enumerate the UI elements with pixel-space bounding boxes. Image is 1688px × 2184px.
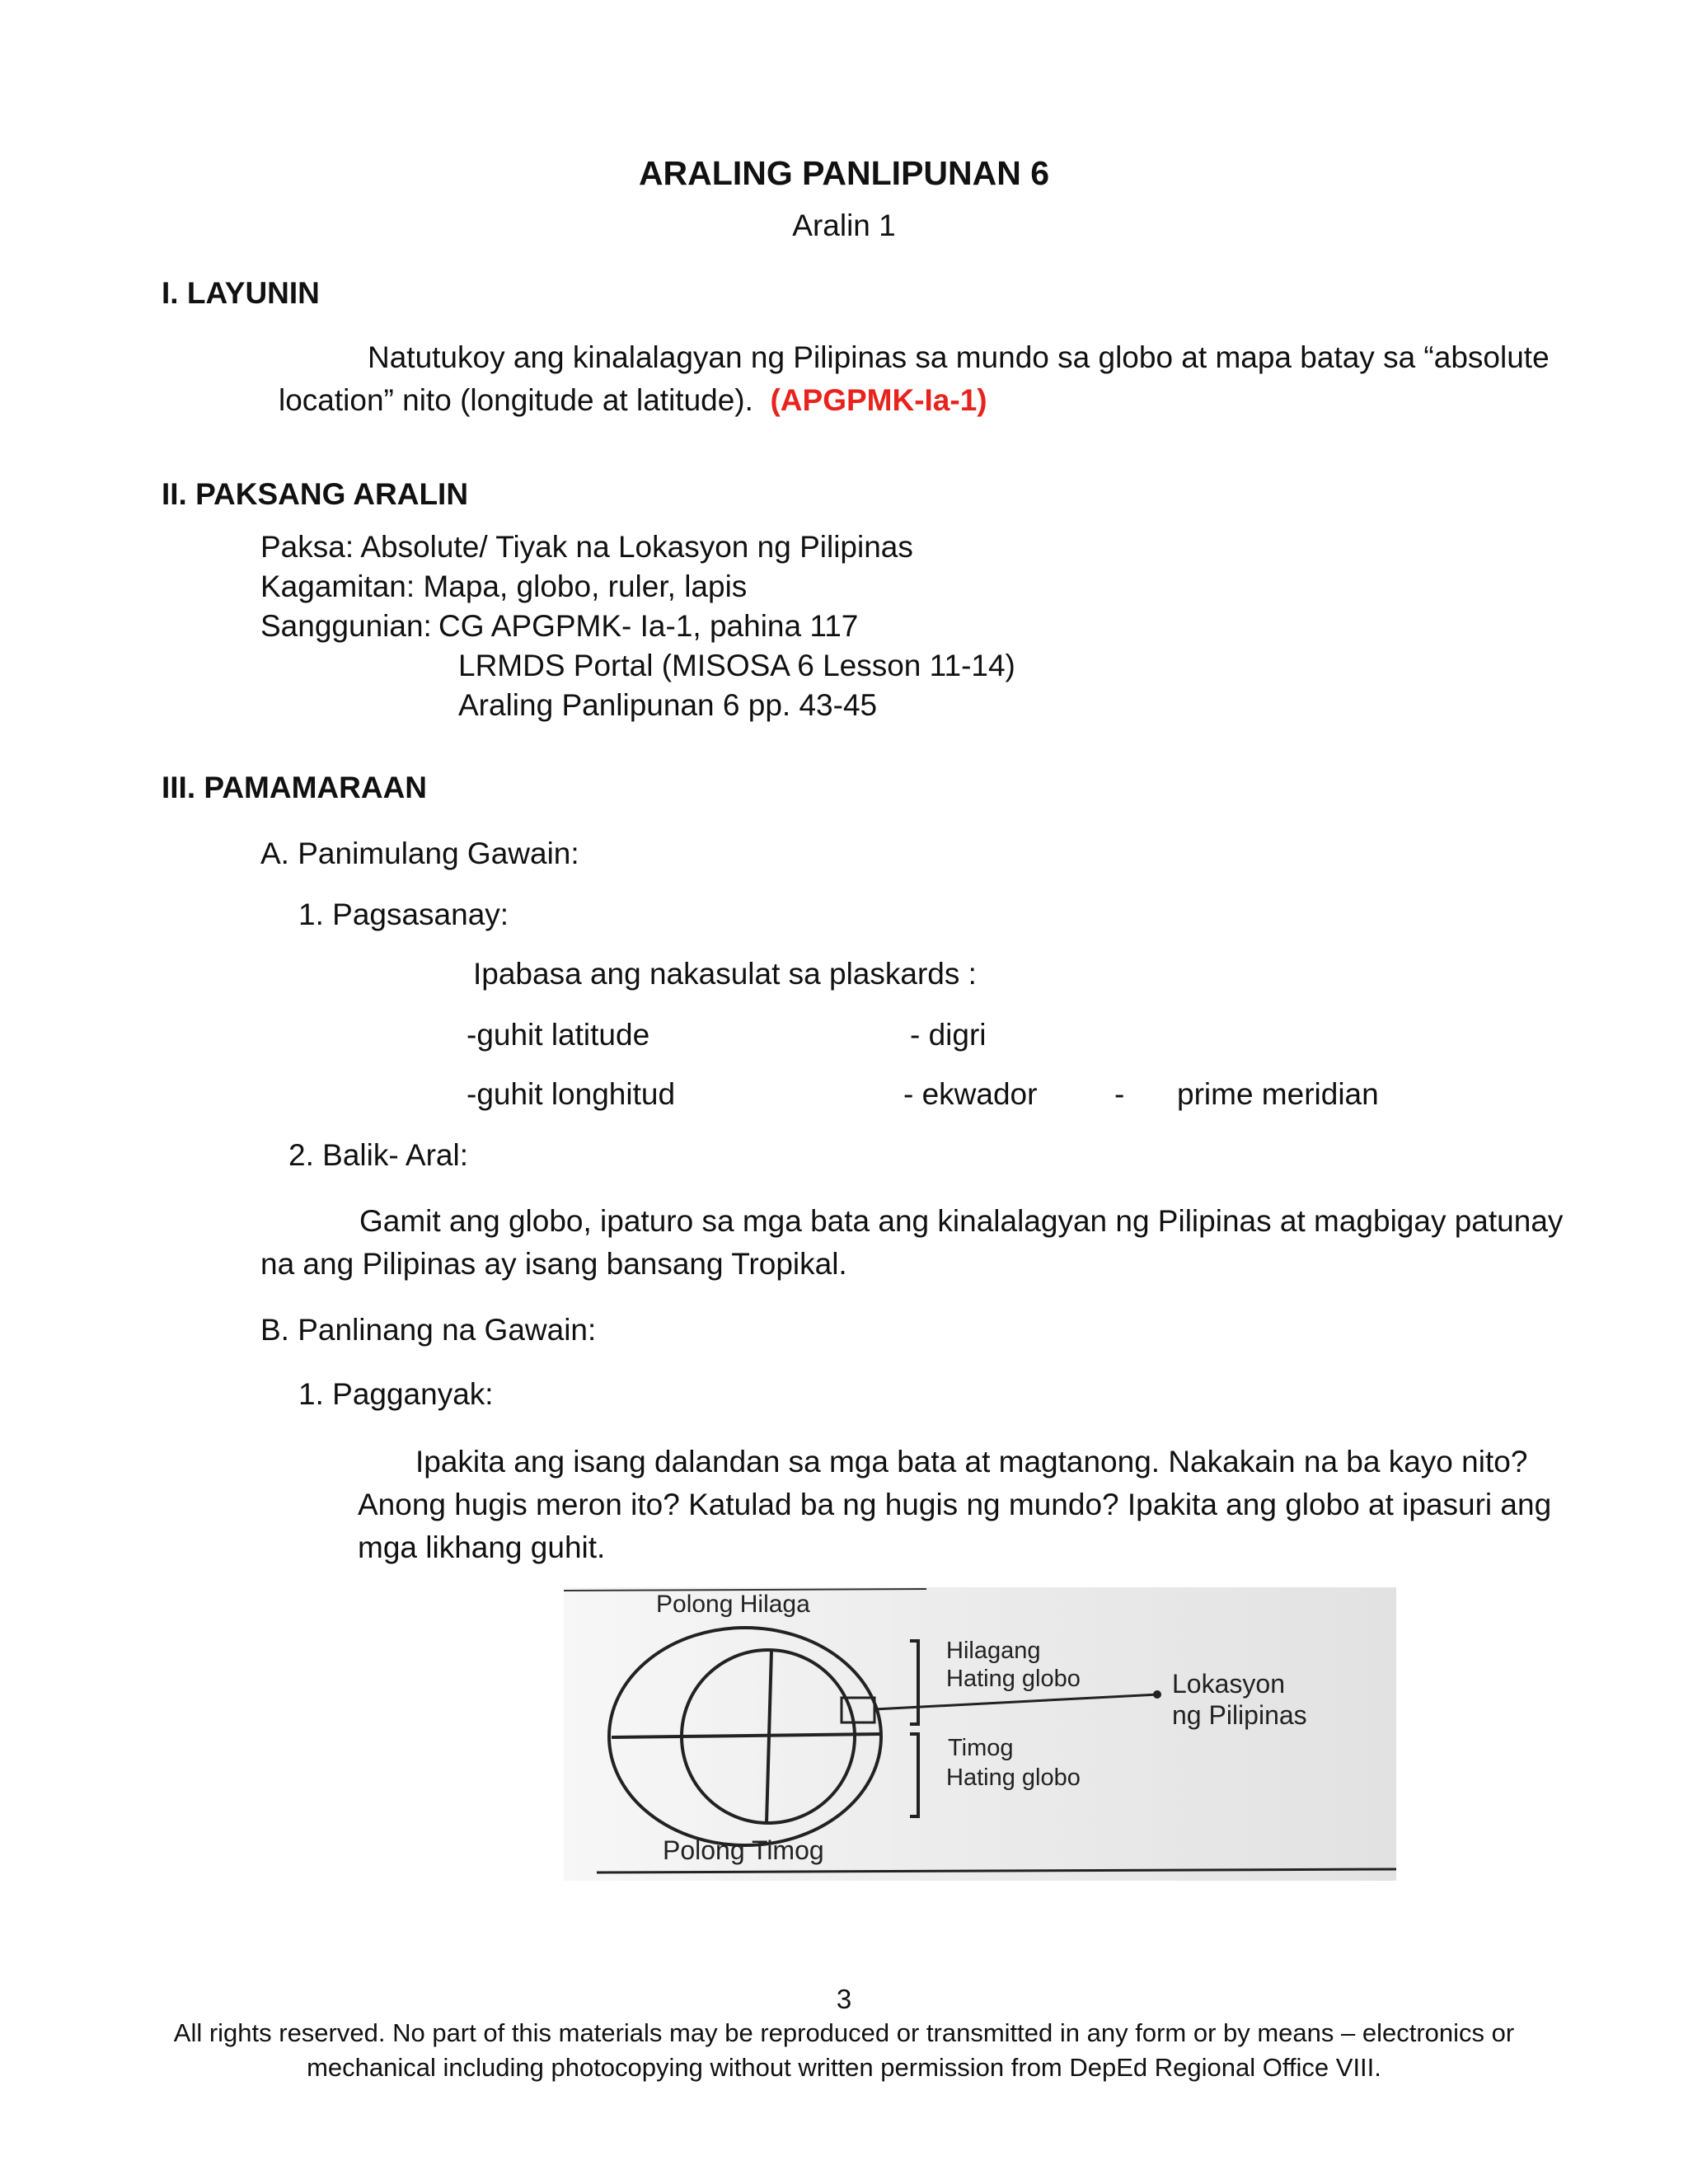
section-heading-paksang-aralin: II. PAKSANG ARALIN xyxy=(162,477,469,511)
plaskards-instruction: Ipabasa ang nakasulat sa plaskards : xyxy=(473,957,977,991)
sanggunian-item: LRMDS Portal (MISOSA 6 Lesson 11-14) xyxy=(458,649,1015,682)
balik-aral-line-1: Gamit ang globo, ipaturo sa mga bata ang kinalalagyan ng Pilipinas at magbigay patunay xyxy=(359,1204,1564,1238)
globe-diagram-svg xyxy=(564,1587,1396,1881)
sanggunian-item: CG APGPMK- Ia-1, pahina 117 xyxy=(438,609,859,643)
panlinang-gawain-label: B. Panlinang na Gawain: xyxy=(260,1313,597,1347)
north-hemisphere-label: Hilagang xyxy=(946,1638,1041,1664)
north-hemisphere-bracket xyxy=(910,1641,918,1724)
pagganyak-line-3: mga likhang guhit. xyxy=(358,1530,606,1564)
pagganyak-label: 1. Pagganyak: xyxy=(298,1377,494,1411)
south-hemisphere-label: Timog xyxy=(948,1735,1014,1761)
equator-line xyxy=(612,1734,882,1737)
rights-notice-line-2: mechanical including photocopying without written permission from DepEd Regional Office VIII. xyxy=(307,2053,1381,2082)
pagsasanay-label: 1. Pagsasanay: xyxy=(298,898,509,931)
section-heading-layunin: I. LAYUNIN xyxy=(162,276,320,310)
panimulang-gawain-label: A. Panimulang Gawain: xyxy=(260,837,579,870)
south-hemisphere-bracket xyxy=(910,1734,918,1816)
layunin-line-2-text: location” nito (longitude at latitude). xyxy=(279,383,753,417)
north-hemisphere-label: Hating globo xyxy=(946,1666,1081,1692)
rights-notice-line-1: All rights reserved. No part of this materials may be reproduced or transmitted in any form or by means – electronics or xyxy=(173,2018,1515,2047)
philippines-location-label: ng Pilipinas xyxy=(1172,1700,1307,1730)
south-hemisphere-label: Hating globo xyxy=(946,1765,1081,1791)
sanggunian-item: Araling Panlipunan 6 pp. 43-45 xyxy=(458,688,878,722)
sanggunian-label: Sanggunian: xyxy=(260,609,432,643)
globe-diagram xyxy=(564,1587,1396,1881)
north-pole-label: Polong Hilaga xyxy=(656,1591,810,1618)
flashcard-dash: - xyxy=(1114,1077,1125,1111)
philippines-location-label: Lokasyon xyxy=(1172,1669,1285,1699)
balik-aral-label: 2. Balik- Aral: xyxy=(288,1138,468,1172)
competency-code: (APGPMK-Ia-1) xyxy=(770,383,987,417)
layunin-line-1: Natutukoy ang kinalalagyan ng Pilipinas sa mundo sa globo at mapa batay sa “absolute xyxy=(368,340,1550,374)
flashcard-word: prime meridian xyxy=(1177,1077,1379,1111)
flashcard-word: - ekwador xyxy=(903,1077,1038,1111)
location-pointer-dot xyxy=(1153,1690,1161,1699)
bottom-rule xyxy=(597,1869,1396,1872)
balik-aral-line-2: na ang Pilipinas ay isang bansang Tropikal. xyxy=(260,1247,847,1281)
south-pole-label: Polong Timog xyxy=(663,1835,824,1865)
page-number: 3 xyxy=(836,1984,852,2014)
flashcard-word: -guhit latitude xyxy=(467,1018,650,1052)
section-heading-pamamaraan: III. PAMAMARAAN xyxy=(162,771,428,804)
paksa-line: Paksa: Absolute/ Tiyak na Lokasyon ng Pilipinas xyxy=(260,530,913,564)
flashcard-word: - digri xyxy=(910,1018,987,1052)
kagamitan-line: Kagamitan: Mapa, globo, ruler, lapis xyxy=(260,569,748,603)
pagganyak-line-1: Ipakita ang isang dalandan sa mga bata at magtanong. Nakakain na ba kayo nito? xyxy=(415,1445,1528,1479)
document-title: ARALING PANLIPUNAN 6 xyxy=(638,154,1050,192)
flashcard-word: -guhit longhitud xyxy=(467,1077,676,1111)
document-subtitle: Aralin 1 xyxy=(792,209,896,242)
layunin-line-2 xyxy=(279,382,987,419)
pagganyak-line-2: Anong hugis meron ito? Katulad ba ng hugis ng mundo? Ipakita ang globo at ipasuri ang xyxy=(358,1488,1552,1521)
